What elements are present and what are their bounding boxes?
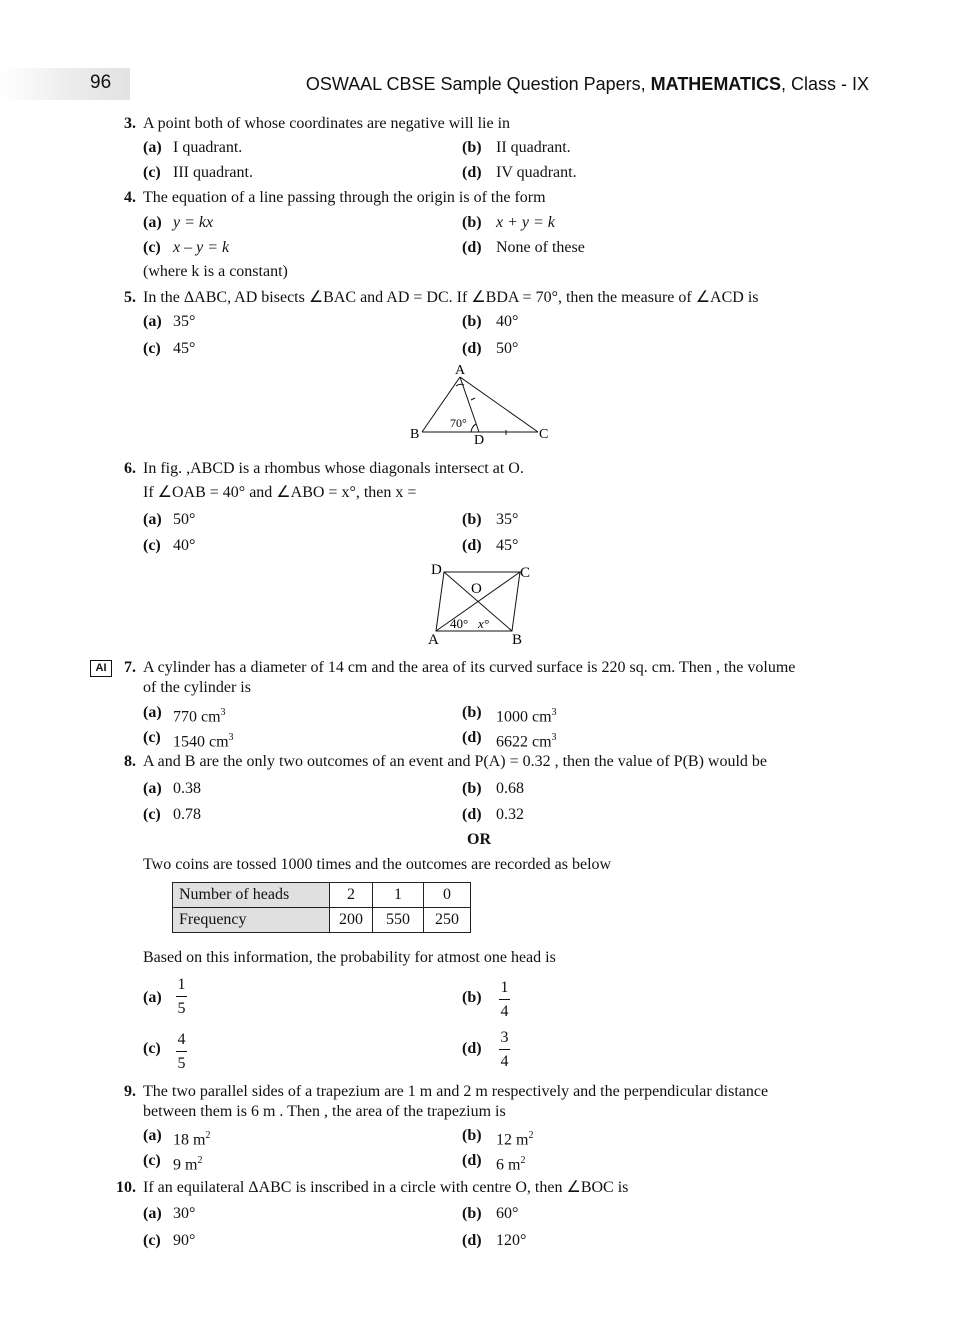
option-value: 6622 cm (496, 733, 552, 751)
option-label: (d) (462, 340, 482, 357)
option-text (173, 1126, 210, 1150)
fraction (176, 975, 187, 1018)
option-label: (a) (143, 780, 162, 797)
option-exponent: 3 (551, 707, 557, 718)
option-text (173, 1151, 202, 1175)
option-text: None of these (496, 239, 585, 256)
question-text-line2: between them is 6 m . Then , the area of the trapezium is (143, 1103, 506, 1120)
title-suffix: , Class - IX (780, 74, 869, 94)
option-label: (a) (143, 313, 162, 330)
option-text: 120° (496, 1232, 527, 1249)
option-text: III quadrant. (173, 164, 253, 181)
option-label: (d) (462, 537, 482, 554)
question-text: In fig. ,ABCD is a rhombus whose diagonals intersect at O. (143, 460, 524, 477)
page-title (306, 74, 869, 95)
option-label: (b) (462, 1127, 482, 1144)
question-text-alt: Two coins are tossed 1000 times and the outcomes are recorded as below (143, 856, 612, 873)
option-value: 1000 cm (496, 708, 552, 726)
option-text: x + y = k (496, 214, 555, 231)
option-label: (b) (462, 1205, 482, 1222)
option-text (173, 728, 234, 752)
question-text: If an equilateral ΔABC is inscribed in a circle with centre O, then ∠BOC is (143, 1179, 629, 1196)
table-cell: 2 (330, 883, 373, 908)
question-number: 3. (124, 115, 136, 132)
question-number: 7. (124, 659, 136, 676)
option-label: (b) (462, 704, 482, 721)
frequency-table (172, 882, 471, 933)
option-text: 0.32 (496, 806, 524, 823)
question-number: 8. (124, 753, 136, 770)
option-value: 18 m (173, 1131, 206, 1149)
table-row (173, 883, 471, 908)
option-label: (c) (143, 806, 161, 823)
page-number: 96 (90, 72, 112, 93)
denominator: 5 (177, 1000, 186, 1017)
question-text: In the ΔABC, AD bisects ∠BAC and AD = DC. If ∠BDA = 70°, then the measure of ∠ACD is (143, 289, 759, 306)
option-value: 770 cm (173, 708, 221, 726)
option-value: 12 m (496, 1131, 529, 1149)
question-text: A and B are the only two outcomes of an event and P(A) = 0.32 , then the value of P(B) would be (143, 753, 767, 770)
option-text: 45° (496, 537, 519, 554)
option-label: (d) (462, 164, 482, 181)
vertex-label-b: B (410, 427, 420, 442)
option-text: IV quadrant. (496, 164, 577, 181)
option-label: (d) (462, 1232, 482, 1249)
numerator: 1 (177, 976, 186, 993)
option-label: (a) (143, 1127, 162, 1144)
table-cell: 1 (373, 883, 424, 908)
option-text: 35° (496, 511, 519, 528)
table-cell: 250 (424, 908, 471, 933)
table-row (173, 908, 471, 933)
option-label: (a) (143, 139, 162, 156)
ai-badge-icon: AI (90, 660, 112, 677)
option-label: (b) (462, 780, 482, 797)
vertex-label-d: D (474, 433, 485, 448)
option-label: (a) (143, 214, 162, 231)
denominator: 4 (500, 1003, 509, 1020)
fraction (499, 1028, 510, 1071)
fraction (176, 1030, 187, 1073)
option-label: (c) (143, 1232, 161, 1249)
option-label: (b) (462, 139, 482, 156)
numerator: 1 (500, 979, 509, 996)
option-text: 0.78 (173, 806, 201, 823)
option-text: 40° (173, 537, 196, 554)
option-value: 9 m (173, 1156, 198, 1174)
vertex-label-b: B (512, 632, 523, 648)
option-label: (a) (143, 511, 162, 528)
numerator: 4 (177, 1031, 186, 1048)
denominator: 4 (500, 1053, 509, 1070)
vertex-label-d: D (431, 562, 442, 578)
option-exponent: 3 (228, 732, 234, 743)
table-cell: Frequency (173, 908, 330, 933)
angle-label-40: 40° (450, 616, 469, 631)
option-text: y = kx (173, 214, 214, 231)
option-exponent: 2 (205, 1130, 211, 1141)
angle-label-x: x° (478, 616, 489, 631)
option-label: (c) (143, 340, 161, 357)
option-text (496, 1126, 533, 1150)
option-exponent: 2 (528, 1130, 534, 1141)
option-text: 45° (173, 340, 196, 357)
option-label: (c) (143, 1152, 161, 1169)
option-text: 50° (173, 511, 196, 528)
question-text-alt-2: Based on this information, the probability for atmost one head is (143, 949, 556, 966)
table-cell: 200 (330, 908, 373, 933)
vertex-label-a: A (455, 363, 466, 378)
title-subject: MATHEMATICS (650, 74, 781, 94)
option-label: (c) (143, 164, 161, 181)
question-text: The equation of a line passing through the origin is of the form (143, 189, 546, 206)
option-exponent: 2 (520, 1155, 526, 1166)
question-number: 6. (124, 460, 136, 477)
option-label: (a) (143, 1205, 162, 1222)
denominator: 5 (177, 1055, 186, 1072)
option-value: 6 m (496, 1156, 521, 1174)
vertex-label-c: C (520, 565, 531, 581)
option-label: (b) (462, 214, 482, 231)
numerator: 3 (500, 1029, 509, 1046)
question-number: 10. (116, 1179, 136, 1196)
option-label: (b) (462, 989, 482, 1006)
option-text: 90° (173, 1232, 196, 1249)
vertex-label-c: C (539, 427, 549, 442)
option-label: (c) (143, 1040, 161, 1057)
option-text: 0.38 (173, 780, 201, 797)
question-number: 4. (124, 189, 136, 206)
option-text (173, 703, 226, 727)
question-text-line2: of the cylinder is (143, 679, 251, 696)
option-text: I quadrant. (173, 139, 243, 156)
question-note: (where k is a constant) (143, 263, 288, 280)
option-label: (c) (143, 729, 161, 746)
question-text: A point both of whose coordinates are negative will lie in (143, 115, 511, 132)
table-cell: 0 (424, 883, 471, 908)
option-exponent: 3 (220, 707, 226, 718)
option-text: 50° (496, 340, 519, 357)
option-label: (a) (143, 704, 162, 721)
option-label: (d) (462, 239, 482, 256)
question-number: 9. (124, 1083, 136, 1100)
option-text: II quadrant. (496, 139, 571, 156)
option-exponent: 3 (551, 732, 557, 743)
table-cell: Number of heads (173, 883, 330, 908)
question-text: The two parallel sides of a trapezium are 1 m and 2 m respectively and the perpendicular distance (143, 1083, 769, 1100)
question-number: 5. (124, 289, 136, 306)
option-label: (d) (462, 1152, 482, 1169)
rhombus-figure (420, 558, 540, 650)
or-separator: OR (467, 831, 491, 848)
option-label: (b) (462, 313, 482, 330)
vertex-label-a: A (428, 632, 439, 648)
option-value: 1540 cm (173, 733, 229, 751)
option-text (496, 1151, 525, 1175)
option-label: (a) (143, 989, 162, 1006)
option-text: 40° (496, 313, 519, 330)
triangle-figure (400, 360, 560, 450)
option-text: 30° (173, 1205, 196, 1222)
question-text-line2: If ∠OAB = 40° and ∠ABO = x°, then x = (143, 484, 417, 501)
option-text: x – y = k (173, 239, 230, 256)
option-label: (c) (143, 537, 161, 554)
option-label: (d) (462, 729, 482, 746)
option-text: 0.68 (496, 780, 524, 797)
fraction (499, 978, 510, 1021)
angle-label: 70° (450, 416, 467, 430)
option-exponent: 2 (197, 1155, 203, 1166)
option-label: (d) (462, 1040, 482, 1057)
option-label: (c) (143, 239, 161, 256)
option-label: (d) (462, 806, 482, 823)
option-label: (b) (462, 511, 482, 528)
option-text (496, 703, 557, 727)
option-text: 60° (496, 1205, 519, 1222)
option-text: 35° (173, 313, 196, 330)
title-prefix: OSWAAL CBSE Sample Question Papers, (305, 74, 651, 94)
option-text (496, 728, 557, 752)
table-cell: 550 (373, 908, 424, 933)
question-text: A cylinder has a diameter of 14 cm and the area of its curved surface is 220 sq. cm. Then , the volume (143, 659, 796, 676)
center-label-o: O (471, 581, 482, 597)
